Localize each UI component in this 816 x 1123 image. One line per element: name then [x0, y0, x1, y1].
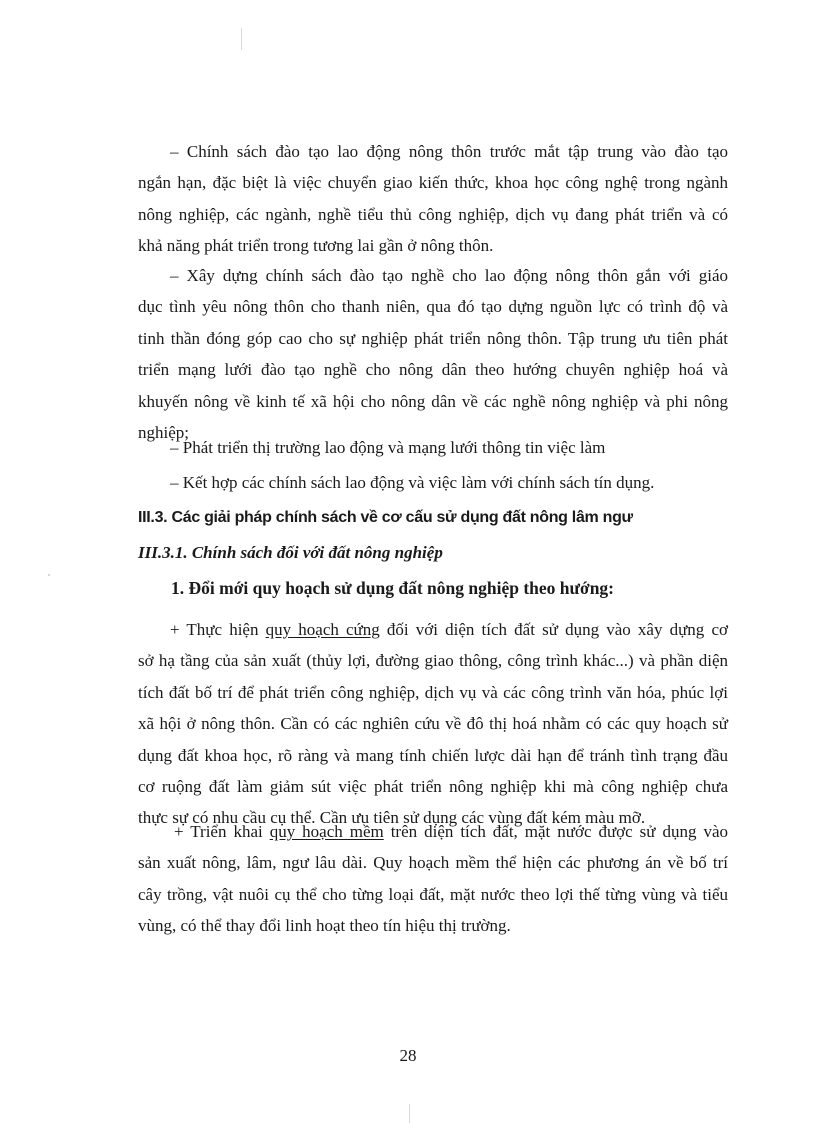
list-item-labor-market	[138, 432, 760, 463]
text-line: thực sự có nhu cầu cụ thể. Cần ưu tiên sử dụng các vùng đất kém màu mỡ.	[138, 808, 646, 828]
text-line: triển mạng lưới đào tạo nghề cho nông dân theo hướng chuyên nghiệp hoá và	[138, 360, 728, 380]
text-line: tích đất bố trí để phát triển công nghiệp, dịch vụ và các công trình văn hóa, phúc lợi	[138, 682, 728, 702]
list-item-text: – Kết hợp các chính sách lao động và việc làm với chính sách tín dụng.	[170, 473, 655, 492]
text-fragment: trên diện tích đất, mặt nước được sử dụng vào	[383, 822, 729, 841]
scan-artifact-top	[241, 28, 242, 50]
underlined-term: quy hoạch cứng	[265, 620, 380, 639]
scan-artifact-bottom	[409, 1104, 410, 1123]
paragraph-1	[138, 136, 728, 262]
paragraph-hard-planning	[138, 614, 728, 834]
bullet-lead: + Thực hiện	[170, 620, 266, 639]
text-fragment: đối với diện tích đất sử dụng vào xây dựng cơ	[379, 620, 728, 639]
text-line: tinh thần đóng góp cao cho sự nghiệp phát triển nông thôn. Tập trung ưu tiên phát	[138, 328, 728, 348]
text-line: cơ ruộng đất làm giảm sút việc phát triển nông nghiệp khi mà công nghiệp chưa	[138, 777, 728, 797]
text-line: cây trồng, vật nuôi cụ thể cho từng loại đất, mặt nước theo lợi thế từng vùng và tiểu	[138, 884, 728, 904]
text-line: khuyến nông về kinh tế xã hội cho nông dân về các nghề nông nghiệp và phi nông	[138, 391, 728, 411]
text-line: vùng, có thể thay đổi linh hoạt theo tín hiệu thị trường.	[138, 916, 511, 936]
paragraph-soft-planning-text	[138, 816, 728, 942]
text-line: ngắn hạn, đặc biệt là việc chuyển giao kiến thức, khoa học công nghệ trong ngành	[138, 173, 728, 193]
text-line: – Chính sách đào tạo lao động nông thôn trước mắt tập trung vào đào tạo	[170, 142, 728, 161]
text-line	[138, 816, 728, 847]
subsection-heading: III.3.1. Chính sách đối với đất nông nghiệp	[138, 543, 443, 562]
paragraph-2	[138, 260, 728, 448]
section-heading: III.3. Các giải pháp chính sách về cơ cấu sử dụng đất nông lâm ngư	[138, 509, 633, 526]
page-number: 28	[399, 1046, 417, 1065]
list-item-text: – Phát triển thị trường lao động và mạng lưới thông tin việc làm	[170, 438, 606, 457]
text-line: nghiệp;	[138, 423, 189, 443]
text-line: – Xây dựng chính sách đào tạo nghề cho lao động nông thôn gắn với giáo	[170, 266, 728, 285]
bullet-lead: + Triển khai	[174, 822, 270, 841]
paragraph-2-text	[138, 260, 728, 448]
text-line: sở hạ tầng của sản xuất (thủy lợi, đường giao thông, công trình khác...) và phần diện	[138, 651, 728, 671]
underlined-term: quy hoạch mềm	[269, 822, 384, 841]
text-line: dụng đất khoa học, rõ ràng và mang tính chiến lược dài hạn để tránh tình trạng đầu	[138, 745, 728, 765]
text-line: khả năng phát triển trong tương lai gần ở nông thôn.	[138, 236, 494, 256]
text-line: sản xuất nông, lâm, ngư lâu dài. Quy hoạch mềm thể hiện các phương án về bố trí	[138, 853, 728, 873]
text-line: nông nghiệp, các ngành, nghề tiểu thủ công nghiệp, dịch vụ đang phát triển và có	[138, 204, 728, 224]
paragraph-soft-planning	[138, 816, 728, 942]
text-line	[138, 614, 728, 645]
paragraph-hard-planning-text	[138, 614, 728, 834]
paragraph-1-text	[138, 136, 728, 262]
text-line: dục tình yêu nông thôn cho thanh niên, qua đó tạo dựng nguồn lực có trình độ và	[138, 297, 728, 317]
scan-artifact-left	[48, 574, 50, 576]
text-line: xã hội ở nông thôn. Cần có các nghiên cứu về đô thị hoá nhằm có các quy hoạch sử	[138, 714, 728, 734]
list-item-credit-policy	[138, 467, 760, 498]
point-heading: 1. Đổi mới quy hoạch sử dụng đất nông nghiệp theo hướng:	[171, 578, 615, 598]
